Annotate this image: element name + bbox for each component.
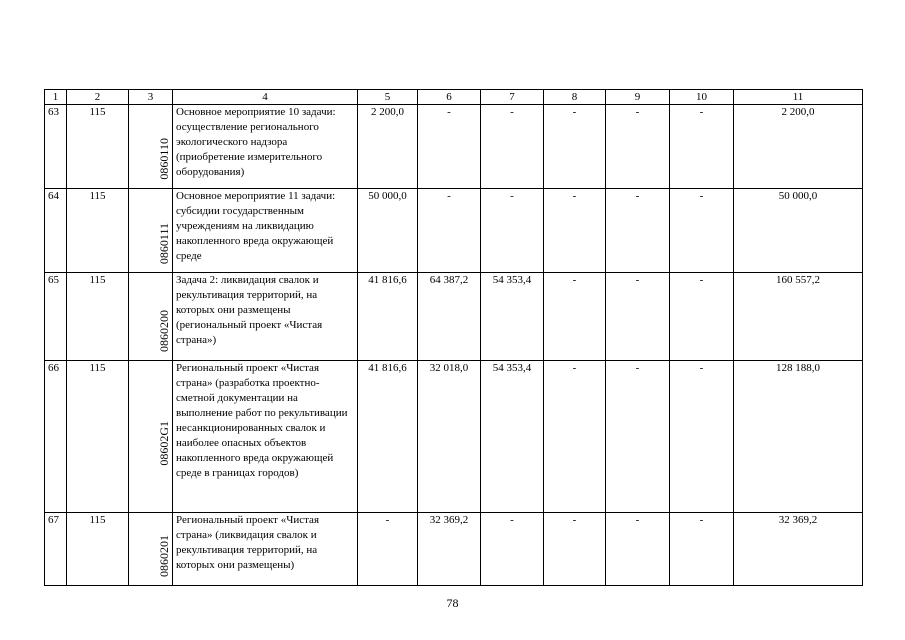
table-row xyxy=(45,513,863,586)
item-name: Задача 2: ликвидация свалок и рекультивация территорий, на которых они размещены (региональный проект «Чистая страна») xyxy=(173,273,358,361)
table-row xyxy=(45,105,863,189)
value-cell: - xyxy=(544,105,606,189)
header-cell: 5 xyxy=(358,90,418,105)
total-cell: 2 200,0 xyxy=(734,105,863,189)
header-row xyxy=(45,90,863,105)
header-cell: 8 xyxy=(544,90,606,105)
item-name: Региональный проект «Чистая страна» (ликвидация свалок и рекультивация территорий, на которых они размещены) xyxy=(173,513,358,586)
header-cell: 4 xyxy=(173,90,358,105)
value-cell: - xyxy=(544,189,606,273)
value-cell: - xyxy=(418,189,481,273)
value-cell: - xyxy=(544,361,606,513)
value-cell: 54 353,4 xyxy=(481,273,544,361)
value-cell: - xyxy=(606,361,670,513)
budget-code: 115 xyxy=(67,513,129,586)
header-cell: 1 xyxy=(45,90,67,105)
value-cell: 41 816,6 xyxy=(358,273,418,361)
row-number: 67 xyxy=(45,513,67,586)
value-cell: - xyxy=(670,273,734,361)
value-cell: 32 369,2 xyxy=(418,513,481,586)
value-cell: - xyxy=(544,513,606,586)
budget-code: 115 xyxy=(67,361,129,513)
target-code-cell xyxy=(129,105,173,189)
item-name: Основное мероприятие 11 задачи: субсидии государственным учреждениям на ликвидацию накопленного вреда окружающей среде xyxy=(173,189,358,273)
item-name: Основное мероприятие 10 задачи: осуществление регионального экологического надзора (приобретение измерительного оборудования) xyxy=(173,105,358,189)
target-code-cell xyxy=(129,513,173,586)
target-code-cell xyxy=(129,273,173,361)
target-code-cell xyxy=(129,189,173,273)
item-name: Региональный проект «Чистая страна» (разработка проектно-сметной документации на выполнение работ по рекультивации несанкционированных свалок и наиболее опасных объектов накопленного вреда окружающей среде в границах городов) xyxy=(173,361,358,513)
value-cell: - xyxy=(606,189,670,273)
row-number: 65 xyxy=(45,273,67,361)
value-cell: - xyxy=(606,273,670,361)
value-cell: - xyxy=(418,105,481,189)
row-number: 66 xyxy=(45,361,67,513)
value-cell: - xyxy=(670,189,734,273)
value-cell: - xyxy=(670,105,734,189)
total-cell: 50 000,0 xyxy=(734,189,863,273)
header-cell: 6 xyxy=(418,90,481,105)
page-number: 78 xyxy=(446,596,459,610)
total-cell: 32 369,2 xyxy=(734,513,863,586)
header-cell: 3 xyxy=(129,90,173,105)
table-row xyxy=(45,273,863,361)
value-cell: - xyxy=(358,513,418,586)
table-row xyxy=(45,189,863,273)
budget-table xyxy=(44,89,863,586)
row-number: 64 xyxy=(45,189,67,273)
target-code: 0860200 xyxy=(157,310,171,352)
value-cell: - xyxy=(606,513,670,586)
value-cell: - xyxy=(670,361,734,513)
budget-code: 115 xyxy=(67,189,129,273)
target-code: 0860110 xyxy=(157,138,171,180)
header-cell: 11 xyxy=(734,90,863,105)
budget-code: 115 xyxy=(67,105,129,189)
total-cell: 160 557,2 xyxy=(734,273,863,361)
target-code: 08602G1 xyxy=(157,421,171,466)
total-cell: 128 188,0 xyxy=(734,361,863,513)
value-cell: 50 000,0 xyxy=(358,189,418,273)
value-cell: 54 353,4 xyxy=(481,361,544,513)
target-code: 0860111 xyxy=(157,222,171,264)
header-cell: 10 xyxy=(670,90,734,105)
value-cell: 2 200,0 xyxy=(358,105,418,189)
table-row xyxy=(45,361,863,513)
value-cell: - xyxy=(481,105,544,189)
value-cell: - xyxy=(481,513,544,586)
target-code-cell xyxy=(129,361,173,513)
value-cell: 64 387,2 xyxy=(418,273,481,361)
budget-code: 115 xyxy=(67,273,129,361)
value-cell: 32 018,0 xyxy=(418,361,481,513)
target-code: 0860201 xyxy=(157,535,171,577)
value-cell: 41 816,6 xyxy=(358,361,418,513)
value-cell: - xyxy=(606,105,670,189)
header-cell: 7 xyxy=(481,90,544,105)
row-number: 63 xyxy=(45,105,67,189)
header-cell: 2 xyxy=(67,90,129,105)
header-cell: 9 xyxy=(606,90,670,105)
value-cell: - xyxy=(481,189,544,273)
value-cell: - xyxy=(544,273,606,361)
value-cell: - xyxy=(670,513,734,586)
